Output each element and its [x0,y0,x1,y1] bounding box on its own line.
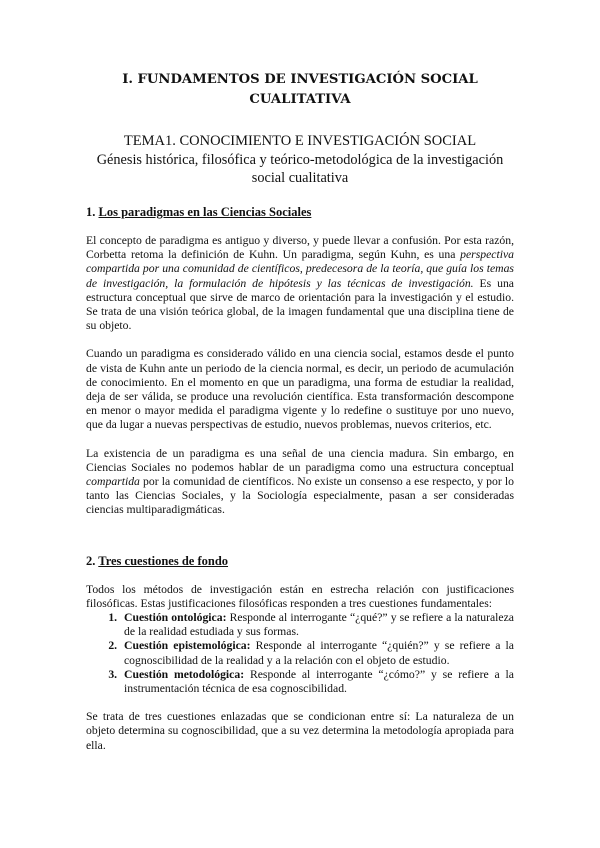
tema-heading: TEMA1. CONOCIMIENTO E INVESTIGACIÓN SOCIAL [123,133,477,149]
tema-header [86,132,514,187]
list-item [120,639,514,667]
section2-title: Tres cuestiones de fondo [98,553,229,568]
section2-heading [86,554,514,569]
paragraph-italic-text: compartida [86,475,140,489]
list-item-text: Responde al interrogante “¿quién?” y se refiere a la cognoscibilidad de la realidad y a la relación con el objeto de estudio. [124,639,514,667]
document-title-line2: CUALITATIVA [249,92,351,107]
paragraph-italic-text: perspectiva compartida por una comunidad de científicos, predecesora de la teoría, que guía los temas de investigación, la formulación de hipótesis y las técnicas de investigación. [86,248,514,290]
section1-paragraph2: Cuando un paradigma es considerado válido en una ciencia social, estamos desde el punto de vista de Kuhn ante un periodo de la ciencia normal, es decir, un periodo de acumulación de conocimiento. En el momento en que un paradigma, una forma de estudiar la realidad, deja de ser válida, se produce una revolución científica. Esta transformación descompone en menor o mayor medida el paradigma vigente y lo redefine o sustituye por uno nuevo, que da lugar a nuevas perspectivas de estudio, nuevos problemas, nuevos criterios, etc. [86,347,514,432]
list-item [120,611,514,639]
list-item-label: Cuestión ontológica: [124,611,227,625]
paragraph-text: Es una estructura conceptual que sirve de marco de orientación para la investigación y el estudio. Se trata de una visión teórica global, de la imagen fundamental que una disciplina tiene de su objeto. [86,276,514,333]
list-item [120,668,514,696]
tema-subtitle-line1: Génesis histórica, filosófica y teórico-metodológica de la investigación [96,152,504,168]
section1-paragraph1 [86,234,514,333]
list-item-label: Cuestión metodológica: [124,667,245,681]
list-item-text: Responde al interrogante “¿qué?” y se refiere a la naturaleza de la realidad estudiada y sus formas. [124,611,514,639]
document-title [86,70,514,110]
paragraph-text: por la comunidad de científicos. No existe un consenso a ese respecto, y por lo tanto las Ciencias Sociales, y la Sociología especialmente, pasan a ser consideradas ciencias multiparadigmáticas. [86,475,514,517]
list-item-label: Cuestión epistemológica: [124,639,251,653]
section2-closing: Se trata de tres cuestiones enlazadas que se condicionan entre sí: La naturaleza de un objeto determina su cognoscibilidad, que a su vez determina la metodología apropiada para ella. [86,710,514,752]
document-title-line1: I. FUNDAMENTOS DE INVESTIGACIÓN SOCIAL [122,72,478,87]
section2-intro: Todos los métodos de investigación están en estrecha relación con justificaciones filosóficas. Estas justificaciones filosóficas responden a tres cuestiones fundamentales: [86,582,514,610]
section1-title: Los paradigmas en las Ciencias Sociales [98,205,312,219]
questions-list [86,611,514,696]
section1-paragraph3 [86,447,514,518]
paragraph-text: El concepto de paradigma es antiguo y diverso, y puede llevar a confusión. Por esta razón, Corbetta retoma la definición de Kuhn. Un paradigma, según Kuhn, es una [86,234,514,262]
section2-number: 2. [86,553,96,568]
section1-number: 1. [86,205,96,219]
document-page [86,70,514,753]
paragraph-text: La existencia de un paradigma es una señal de una ciencia madura. Sin embargo, en Ciencias Sociales no podemos hablar de un paradigma como una estructura conceptual [86,446,514,474]
section1-heading [86,205,514,220]
list-item-text: Responde al interrogante “¿cómo?” y se refiere a la instrumentación técnica de esa cognoscibilidad. [124,667,514,696]
tema-subtitle-line2: social cualitativa [251,170,349,186]
